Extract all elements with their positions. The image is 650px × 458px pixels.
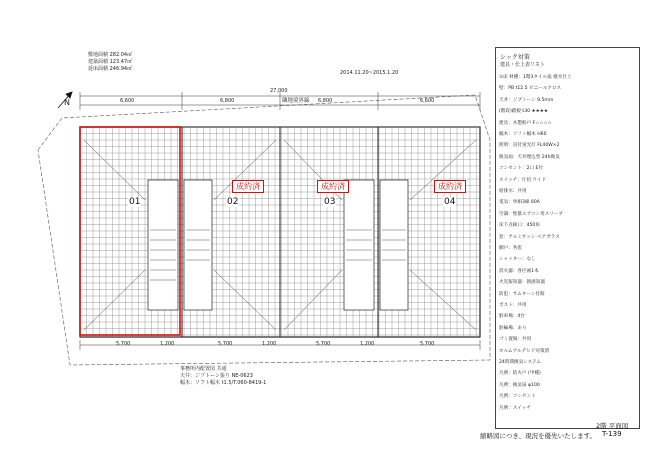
legend-line: 電気：単相3線 60A (499, 200, 540, 206)
legend-line: スイッチ：片切 ワイド (499, 177, 547, 183)
floor-label: 2階 平面図 (596, 422, 629, 430)
legend-line: ①床 材種：1階3タイル張 撥水仕上 (499, 75, 572, 80)
legend-line: 床下点検口：450角 (499, 223, 540, 229)
dim-top-3: 6,800 (318, 98, 333, 104)
legend-line: 凡例：換気扇 φ100 (499, 382, 540, 388)
header-note-2: 建築面積 123.47㎡ (88, 59, 133, 65)
dim-bottom-4: 1,200 (262, 341, 277, 347)
legend-line: 網戸：各窓 (499, 246, 522, 251)
legend-line: 凡例：防火戸 (甲種) (499, 371, 541, 377)
dim-top-total: 27,000 (270, 88, 288, 94)
header-note-3: 延床面積 246.94㎡ (88, 66, 133, 72)
dim-top-1: 6,600 (120, 98, 135, 104)
footer-note: 縮略図につき、現況を優先いたします。 (480, 432, 597, 440)
legend-line: コンセント：2口 E付 (499, 166, 544, 172)
north-label: N (64, 98, 70, 107)
legend-line: 給排水：共用 (499, 189, 527, 194)
bottom-note-1: 事務所内配置図 共通 (180, 366, 227, 372)
legend-line: 壁：PB t12.5 ビニールクロス (499, 86, 562, 92)
drawing-code: T-139 (602, 430, 622, 438)
dim-top-4: 6,600 (420, 98, 435, 104)
header-note-1: 敷地面積 282.04㎡ (88, 52, 133, 58)
dim-bottom-5: 5,700 (316, 341, 331, 347)
legend-title: シック対策 (500, 54, 530, 61)
legend-line: 凡例：スイッチ (499, 405, 531, 411)
legend-panel (495, 47, 640, 429)
header-note-4: 2014.11.20~2015.1.20 (340, 70, 399, 76)
unit-label-03: 03 (324, 197, 336, 207)
dim-bottom-3: 5,700 (218, 341, 233, 347)
legend-line: 照明：直付蛍光灯 FL40W×2 (499, 143, 560, 149)
dim-bottom-2: 1,200 (160, 341, 175, 347)
legend-line: 24時間換気システム (499, 360, 542, 365)
unit-label-01: 01 (129, 197, 141, 207)
legend-line: (階段)踏板 t30 ★★★★ (499, 109, 548, 115)
legend-line: 換気扇：天井埋込型 24h換気 (499, 154, 560, 160)
dim-bottom-6: 1,200 (360, 341, 375, 347)
status-badge-unit-04: 成約済 (434, 180, 466, 193)
legend-line: シャッター：なし (499, 257, 536, 263)
unit-label-04: 04 (444, 197, 456, 207)
dim-top-2: 6,800 (220, 98, 235, 104)
status-badge-unit-02: 成約済 (232, 180, 264, 193)
status-badge-unit-03: 成約済 (317, 180, 349, 193)
bottom-note-2: 天井：ジプトーン張り NE-0623 (180, 373, 253, 379)
legend-line: 窓：アルミサッシ ペアガラス (499, 234, 560, 240)
legend-line: 幅木：ソフト幅木 H60 (499, 132, 547, 137)
legend-line: ポスト：共用 (499, 303, 527, 308)
road-label: 隣地境界線 (282, 98, 310, 104)
legend-line: 駐車場：4台 (499, 314, 525, 320)
legend-line: 天井：ジプトーン 9.5mm (499, 97, 554, 103)
legend-line: 消火器：各区画1本 (499, 268, 539, 274)
legend-line: 火災報知器：熱感知器 (499, 280, 545, 286)
legend-line: 防犯：サムターン付錠 (499, 291, 545, 297)
legend-line: 駐輪場：あり (499, 325, 527, 331)
legend-subtitle: 建具・仕上表リスト (500, 62, 545, 68)
bottom-note-3: 幅木：ソフト幅木 t1.5/T.060-8419-1 (180, 380, 267, 386)
legend-line: ゴミ置場：共用 (499, 337, 532, 343)
legend-line: 建具：木製框戸 F☆☆☆☆ (499, 120, 552, 126)
dim-bottom-1: 5,700 (116, 341, 131, 347)
unit-label-02: 02 (227, 197, 239, 207)
dim-bottom-7: 5,700 (420, 341, 435, 347)
legend-line: 凡例：コンセント (499, 394, 536, 400)
legend-line: 空調：壁掛エアコン用スリーブ (499, 211, 563, 217)
legend-line: ホルムアルデヒド対策済 (499, 348, 550, 354)
